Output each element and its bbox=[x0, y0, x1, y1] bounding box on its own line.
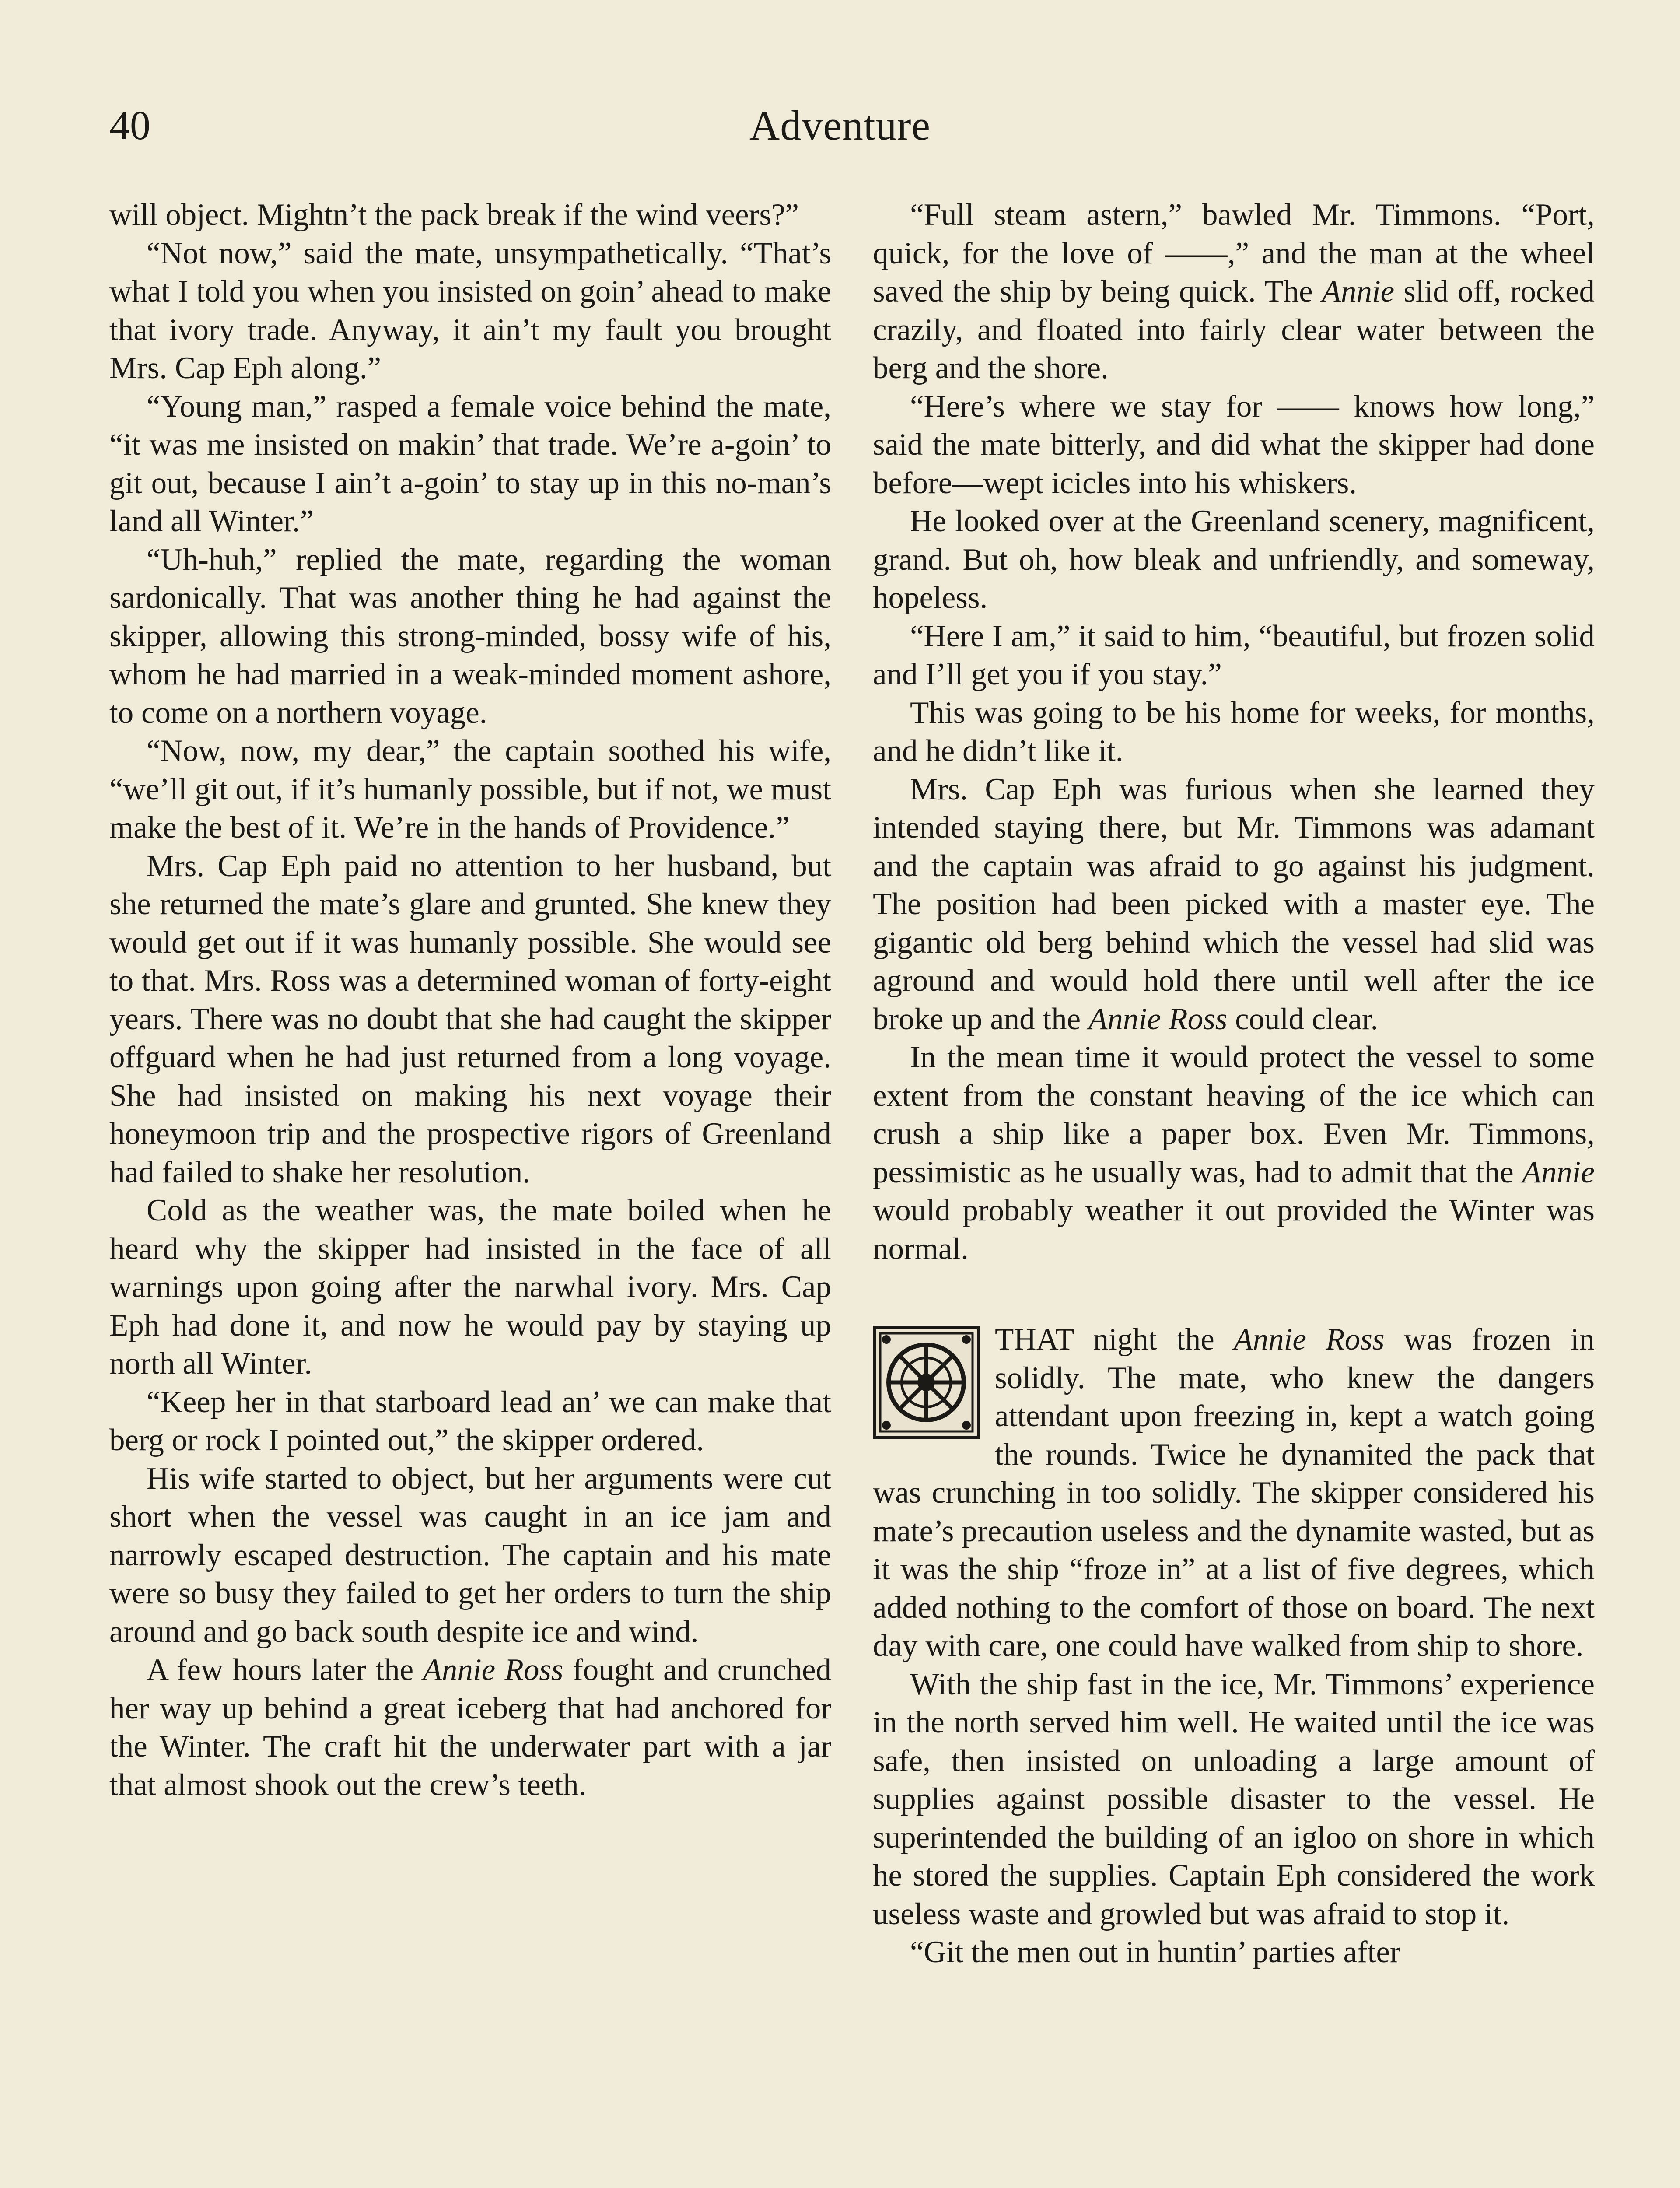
text-run: Mrs. Cap Eph was furious when she learned they intended staying there, but Mr. Timmons was adamant and the captain was afraid to go against his judgment. The position had been picked with a master eye. The gigantic old berg behind which the vessel had slid was aground and would hold there until well after the ice broke up and the bbox=[873, 772, 1595, 1036]
paragraph: “Git the men out in huntin’ parties after bbox=[910, 1935, 1400, 1969]
paragraph: He looked over at the Greenland scenery, magnificent, grand. But oh, how bleak and unfriendly, and someway, hopeless. bbox=[873, 504, 1595, 615]
ship-name: Annie Ross bbox=[1234, 1322, 1385, 1357]
paragraph bbox=[873, 771, 1595, 1039]
paragraph: Mrs. Cap Eph paid no attention to her husband, but she returned the mate’s glare and grunted. She knew they would get out if it was humanly possible. She would see to that. Mrs. Ross was a determined woman of forty-eight years. There was no doubt that she had caught the skipper offguard when he had just returned from a long voyage. She had insisted on making his next voyage their honeymoon trip and the prospective rigors of Greenland had failed to shake her resolution. bbox=[109, 849, 831, 1189]
text-run: could clear. bbox=[1227, 1002, 1379, 1036]
paragraph: “Here I am,” it said to him, “beautiful, but frozen solid and I’ll get you if you stay.” bbox=[873, 619, 1595, 691]
paragraph bbox=[873, 196, 1595, 388]
text-run: A few hours later the bbox=[147, 1653, 423, 1687]
paragraph: “Uh-huh,” replied the mate, regarding the woman sardonically. That was another thing he had against the skipper, allowing this strong-minded, bossy wife of his, whom he had married in a weak-minded moment ashore, to come on a northern voyage. bbox=[109, 542, 831, 730]
paragraph: This was going to be his home for weeks, for months, and he didn’t like it. bbox=[873, 695, 1595, 768]
text-run: THAT night the bbox=[995, 1322, 1234, 1357]
ship-name: Annie Ross bbox=[1088, 1002, 1228, 1036]
ornament-icon bbox=[873, 1326, 980, 1439]
right-column bbox=[873, 196, 1595, 1972]
paragraph: Cold as the weather was, the mate boiled when he heard why the skipper had insisted in the face of all warnings upon going after the narwhal ivory. Mrs. Cap Eph had done it, and now he would pay by staying up north all Winter. bbox=[109, 1193, 831, 1381]
text-run: slid off, rocked crazily, and floated into fairly clear water between the berg and the shore. bbox=[873, 274, 1595, 385]
text-run: fought and crunched her way up behind a great iceberg that had anchored for the Winter. The craft hit the underwater part with a jar that almost shook out the crew’s teeth. bbox=[109, 1653, 831, 1802]
text-run: “Full steam astern,” bawled Mr. Timmons. “Port, quick, for the love of ——,” and the man at the wheel saved the ship by being quick. The bbox=[873, 198, 1595, 309]
paragraph: With the ship fast in the ice, Mr. Timmons’ experience in the north served him well. He waited until the ice was safe, then insisted on unloading a large amount of supplies against possible disaster to the vessel. He superintended the building of an igloo on shore in which he stored the supplies. Captain Eph considered the work useless waste and growled but was afraid to stop it. bbox=[873, 1667, 1595, 1931]
text-run: In the mean time it would protect the vessel to some extent from the constant heaving of the ice which can crush a ship like a paper box. Even Mr. Timmons, pessimistic as he usually was, had to admit that the bbox=[873, 1040, 1595, 1189]
paragraph: “Not now,” said the mate, unsympathetically. “That’s what I told you when you insisted on goin’ ahead to make that ivory trade. Anyway, it ain’t my fault you brought Mrs. Cap Eph along.” bbox=[109, 236, 831, 385]
page-header bbox=[109, 97, 1571, 154]
paragraph: will object. Mightn’t the pack break if the wind veers?” bbox=[109, 198, 799, 232]
page-number: 40 bbox=[109, 103, 150, 148]
ship-name: Annie bbox=[1322, 274, 1395, 309]
paragraph: His wife started to object, but her arguments were cut short when the vessel was caught in an ice jam and narrowly escaped destruction. The captain and his mate were so busy they failed to get her orders to turn the ship around and go back south despite ice and wind. bbox=[109, 1461, 831, 1649]
paragraph: “Keep her in that starboard lead an’ we can make that berg or rock I pointed out,” the skipper ordered. bbox=[109, 1385, 831, 1457]
ship-name: Annie bbox=[1522, 1155, 1595, 1189]
paragraph-section-start bbox=[873, 1321, 1595, 1666]
paragraph bbox=[109, 1651, 831, 1804]
text-run: was frozen in solidly. The mate, who knew the dangers attendant upon freezing in, kept a watch going the rounds. Twice he dynamited the pack that was crunching in too solidly. The skipper considered his mate’s precaution useless and the dynamite wasted, but as it was the ship “froze in” at a list of five degrees, which added nothing to the comfort of those on board. The next day with care, one could have walked from ship to shore. bbox=[873, 1322, 1595, 1663]
paragraph: “Here’s where we stay for —— knows how long,” said the mate bitterly, and did what the skipper had done before—wept icicles into his whiskers. bbox=[873, 389, 1595, 500]
left-column bbox=[109, 196, 831, 1804]
text-run: would probably weather it out provided the Winter was normal. bbox=[873, 1193, 1595, 1266]
paragraph: “Young man,” rasped a female voice behind the mate, “it was me insisted on makin’ that trade. We’re a-goin’ to git out, because I ain’t a-goin’ to stay up in this no-man’s land all Winter.” bbox=[109, 389, 831, 538]
running-title: Adventure bbox=[749, 102, 931, 149]
ship-name: Annie Ross bbox=[423, 1653, 564, 1687]
paragraph bbox=[873, 1038, 1595, 1268]
paragraph: “Now, now, my dear,” the captain soothed his wife, “we’ll git out, if it’s humanly possible, but if not, we must make the best of it. We’re in the hands of Providence.” bbox=[109, 734, 831, 845]
